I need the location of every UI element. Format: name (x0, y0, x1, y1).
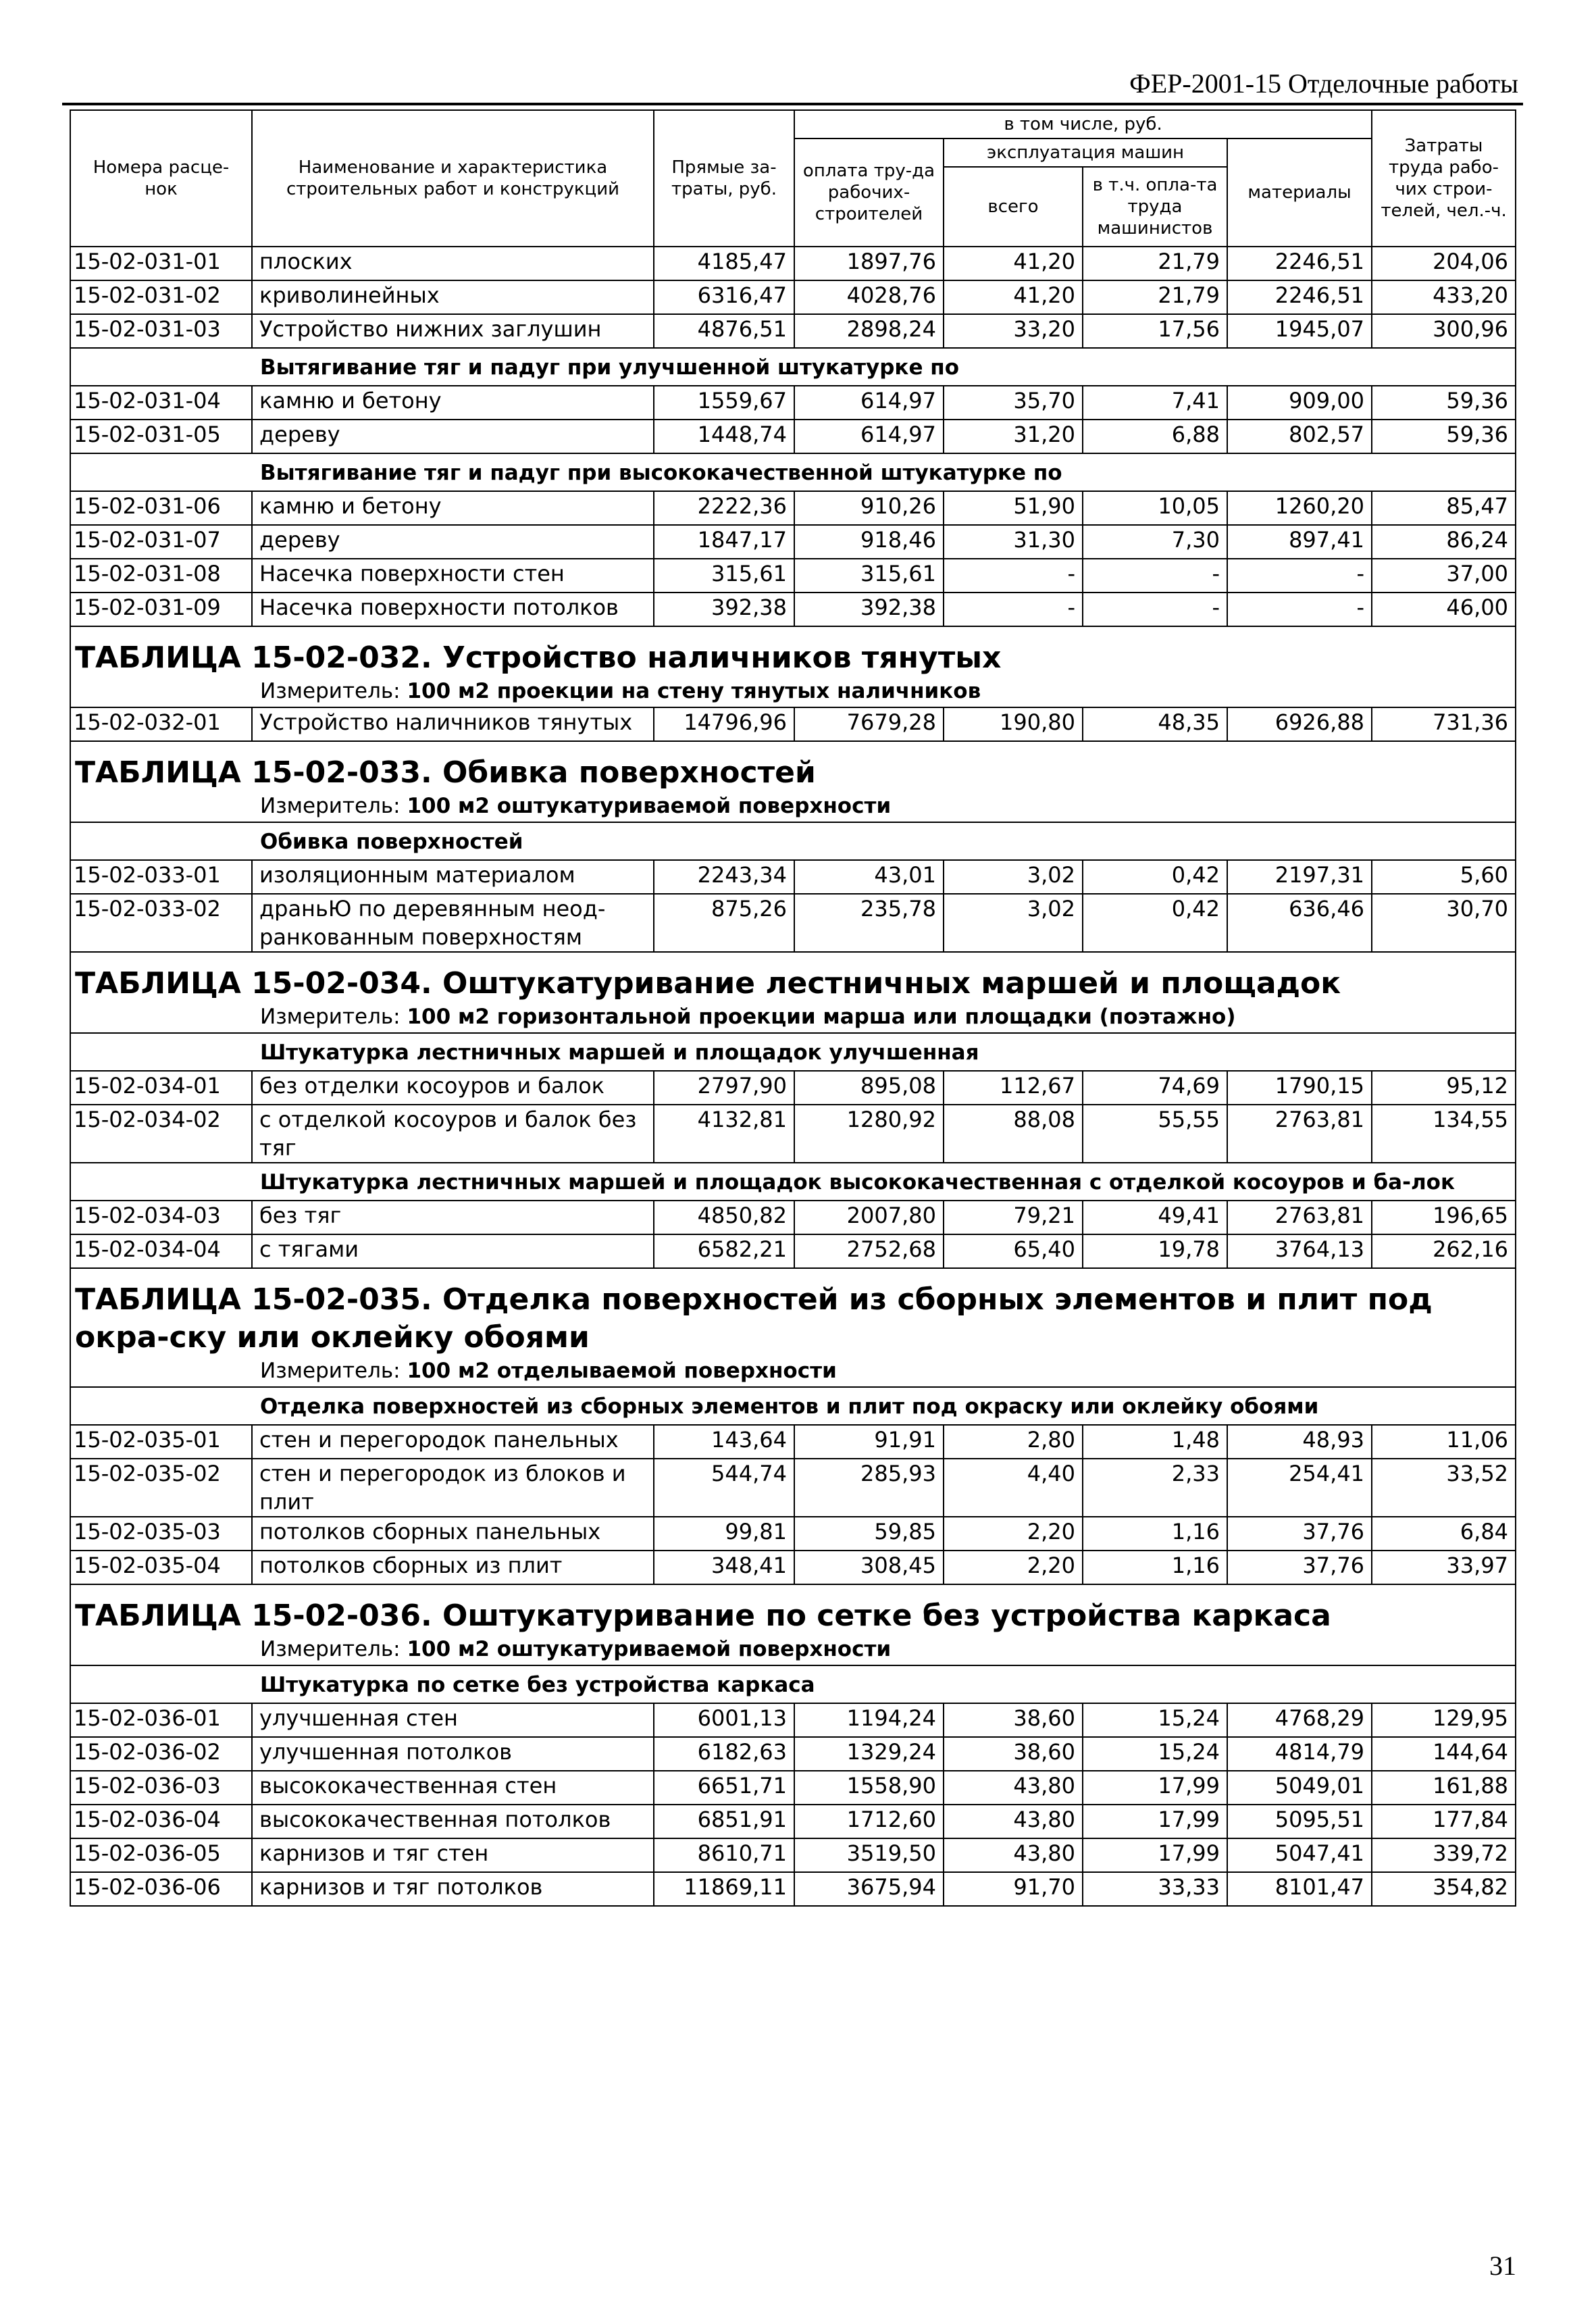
direct-cost: 2797,90 (654, 1071, 794, 1105)
machine-total: 41,20 (944, 280, 1083, 314)
table-row (70, 1872, 1516, 1906)
materials-cost: 6926,88 (1227, 707, 1372, 741)
work-name: Устройство нижних заглушин (252, 314, 654, 348)
materials-cost: 5095,51 (1227, 1805, 1372, 1838)
materials-cost: 1790,15 (1227, 1071, 1372, 1105)
measure-label: Измеритель: (260, 1359, 401, 1383)
measure-unit (70, 1357, 1516, 1387)
subsection-heading: Штукатурка по сетке без устройства каркаса (70, 1665, 1516, 1703)
worker-wages: 235,78 (794, 894, 944, 952)
worker-wages: 91,91 (794, 1425, 944, 1459)
table-row (70, 1071, 1516, 1105)
table-row (70, 1425, 1516, 1459)
work-name: высококачественная стен (252, 1771, 654, 1805)
labor-hours: 354,82 (1372, 1872, 1516, 1906)
direct-cost: 4185,47 (654, 247, 794, 280)
subsection-row (70, 1665, 1516, 1703)
worker-wages: 614,97 (794, 420, 944, 453)
measure-row (70, 792, 1516, 822)
worker-wages: 4028,76 (794, 280, 944, 314)
direct-cost: 6182,63 (654, 1737, 794, 1771)
machine-total: 33,20 (944, 314, 1083, 348)
machinist-wages: 48,35 (1083, 707, 1227, 741)
header-rule (62, 103, 1523, 105)
rate-code: 15-02-031-01 (70, 247, 252, 280)
direct-cost: 11869,11 (654, 1872, 794, 1906)
table-title-row (70, 741, 1516, 792)
rate-code: 15-02-036-03 (70, 1771, 252, 1805)
measure-value: 100 м2 оштукатуриваемой поверхности (407, 1637, 892, 1661)
col-header-direct: Прямые за-траты, руб. (654, 110, 794, 247)
table-row (70, 894, 1516, 952)
materials-cost: 5049,01 (1227, 1771, 1372, 1805)
machinist-wages: 74,69 (1083, 1071, 1227, 1105)
materials-cost: 2197,31 (1227, 860, 1372, 894)
measure-row (70, 1357, 1516, 1387)
table-row (70, 247, 1516, 280)
work-name: криволинейных (252, 280, 654, 314)
table-title: ТАБЛИЦА 15-02-035. Отделка поверхностей из сборных элементов и плит под окра-ску или оклейку обоями (70, 1268, 1516, 1357)
table-body (70, 247, 1516, 1906)
machinist-wages: 2,33 (1083, 1459, 1227, 1517)
rate-code: 15-02-034-02 (70, 1105, 252, 1163)
rate-code: 15-02-031-09 (70, 593, 252, 626)
direct-cost: 14796,96 (654, 707, 794, 741)
worker-wages: 1280,92 (794, 1105, 944, 1163)
measure-value: 100 м2 оштукатуриваемой поверхности (407, 794, 892, 818)
work-name: высококачественная потолков (252, 1805, 654, 1838)
measure-unit (70, 792, 1516, 822)
direct-cost: 315,61 (654, 559, 794, 593)
machine-total: 2,80 (944, 1425, 1083, 1459)
labor-hours: 339,72 (1372, 1838, 1516, 1872)
rate-code: 15-02-031-05 (70, 420, 252, 453)
materials-cost: 37,76 (1227, 1517, 1372, 1551)
work-name: улучшенная стен (252, 1703, 654, 1737)
materials-cost: 37,76 (1227, 1551, 1372, 1584)
subsection-heading: Отделка поверхностей из сборных элементов и плит под окраску или оклейку обоями (70, 1387, 1516, 1425)
measure-label: Измеритель: (260, 794, 401, 818)
machine-total: 4,40 (944, 1459, 1083, 1517)
rate-code: 15-02-031-03 (70, 314, 252, 348)
table-row (70, 1234, 1516, 1268)
labor-hours: 161,88 (1372, 1771, 1516, 1805)
running-head: ФЕР-2001-15 Отделочные работы (1129, 68, 1518, 99)
measure-label: Измеритель: (260, 1005, 401, 1029)
labor-hours: 433,20 (1372, 280, 1516, 314)
table-title-row (70, 1584, 1516, 1635)
table-row (70, 1201, 1516, 1234)
machinist-wages: 15,24 (1083, 1703, 1227, 1737)
worker-wages: 895,08 (794, 1071, 944, 1105)
machinist-wages: 1,48 (1083, 1425, 1227, 1459)
worker-wages: 3675,94 (794, 1872, 944, 1906)
work-name: карнизов и тяг потолков (252, 1872, 654, 1906)
subsection-heading: Обивка поверхностей (70, 822, 1516, 860)
table-title-row (70, 952, 1516, 1003)
direct-cost: 392,38 (654, 593, 794, 626)
machinist-wages: 0,42 (1083, 860, 1227, 894)
table-row (70, 559, 1516, 593)
materials-cost: 2763,81 (1227, 1105, 1372, 1163)
machine-total: 3,02 (944, 894, 1083, 952)
measure-value: 100 м2 горизонтальной проекции марша или площадки (поэтажно) (407, 1005, 1236, 1029)
direct-cost: 1847,17 (654, 525, 794, 559)
machinist-wages: 7,41 (1083, 386, 1227, 420)
machinist-wages: - (1083, 593, 1227, 626)
machine-total: 88,08 (944, 1105, 1083, 1163)
table-title-row (70, 1268, 1516, 1357)
machinist-wages: - (1083, 559, 1227, 593)
labor-hours: 134,55 (1372, 1105, 1516, 1163)
direct-cost: 875,26 (654, 894, 794, 952)
machinist-wages: 33,33 (1083, 1872, 1227, 1906)
machine-total: 31,30 (944, 525, 1083, 559)
measure-row (70, 1003, 1516, 1033)
measure-unit (70, 677, 1516, 707)
labor-hours: 196,65 (1372, 1201, 1516, 1234)
labor-hours: 86,24 (1372, 525, 1516, 559)
labor-hours: 262,16 (1372, 1234, 1516, 1268)
machinist-wages: 6,88 (1083, 420, 1227, 453)
machinist-wages: 17,99 (1083, 1805, 1227, 1838)
rate-code: 15-02-035-03 (70, 1517, 252, 1551)
direct-cost: 8610,71 (654, 1838, 794, 1872)
machine-total: 41,20 (944, 247, 1083, 280)
col-header-code: Номера расце-нок (70, 110, 252, 247)
worker-wages: 3519,50 (794, 1838, 944, 1872)
subsection-row (70, 822, 1516, 860)
work-name: камню и бетону (252, 386, 654, 420)
col-header-labor: Затраты труда рабо-чих строи-телей, чел.-ч. (1372, 110, 1516, 247)
rate-code: 15-02-036-06 (70, 1872, 252, 1906)
materials-cost: 802,57 (1227, 420, 1372, 453)
rate-code: 15-02-034-01 (70, 1071, 252, 1105)
machinist-wages: 15,24 (1083, 1737, 1227, 1771)
table-row (70, 525, 1516, 559)
work-name: Устройство наличников тянутых (252, 707, 654, 741)
rate-code: 15-02-035-04 (70, 1551, 252, 1584)
table-row (70, 1459, 1516, 1517)
worker-wages: 308,45 (794, 1551, 944, 1584)
machine-total: 112,67 (944, 1071, 1083, 1105)
subsection-row (70, 348, 1516, 386)
machinist-wages: 1,16 (1083, 1551, 1227, 1584)
direct-cost: 6851,91 (654, 1805, 794, 1838)
table-row (70, 1838, 1516, 1872)
direct-cost: 1448,74 (654, 420, 794, 453)
table-row (70, 860, 1516, 894)
worker-wages: 1329,24 (794, 1737, 944, 1771)
work-name: без тяг (252, 1201, 654, 1234)
work-name: дереву (252, 420, 654, 453)
worker-wages: 910,26 (794, 491, 944, 525)
subsection-heading: Вытягивание тяг и падуг при высококачественной штукатурке по (70, 453, 1516, 491)
machine-total: 38,60 (944, 1737, 1083, 1771)
work-name: потолков сборных панельных (252, 1517, 654, 1551)
subsection-row (70, 1387, 1516, 1425)
rate-code: 15-02-035-01 (70, 1425, 252, 1459)
labor-hours: 204,06 (1372, 247, 1516, 280)
materials-cost: 2763,81 (1227, 1201, 1372, 1234)
work-name: плоских (252, 247, 654, 280)
machinist-wages: 0,42 (1083, 894, 1227, 952)
table-row (70, 280, 1516, 314)
materials-cost: 897,41 (1227, 525, 1372, 559)
machine-total: 43,80 (944, 1771, 1083, 1805)
col-header-materials: материалы (1227, 139, 1372, 247)
col-header-wages: оплата тру-да рабочих-строителей (794, 139, 944, 247)
worker-wages: 1897,76 (794, 247, 944, 280)
direct-cost: 6651,71 (654, 1771, 794, 1805)
machinist-wages: 21,79 (1083, 247, 1227, 280)
rate-code: 15-02-036-05 (70, 1838, 252, 1872)
table-row (70, 1703, 1516, 1737)
materials-cost: 8101,47 (1227, 1872, 1372, 1906)
measure-unit (70, 1003, 1516, 1033)
machine-total: 31,20 (944, 420, 1083, 453)
measure-value: 100 м2 проекции на стену тянутых наличников (407, 679, 981, 703)
worker-wages: 2898,24 (794, 314, 944, 348)
subsection-heading: Штукатурка лестничных маршей и площадок высококачественная с отделкой косоуров и ба-лок (70, 1163, 1516, 1201)
machine-total: 51,90 (944, 491, 1083, 525)
labor-hours: 6,84 (1372, 1517, 1516, 1551)
direct-cost: 143,64 (654, 1425, 794, 1459)
labor-hours: 59,36 (1372, 420, 1516, 453)
table-row (70, 420, 1516, 453)
machine-total: - (944, 559, 1083, 593)
direct-cost: 1559,67 (654, 386, 794, 420)
machinist-wages: 19,78 (1083, 1234, 1227, 1268)
table-title-row (70, 626, 1516, 677)
table-row (70, 707, 1516, 741)
rate-code: 15-02-031-04 (70, 386, 252, 420)
materials-cost: 2246,51 (1227, 280, 1372, 314)
worker-wages: 59,85 (794, 1517, 944, 1551)
subsection-row (70, 1163, 1516, 1201)
materials-cost: 48,93 (1227, 1425, 1372, 1459)
labor-hours: 59,36 (1372, 386, 1516, 420)
work-name: драньЮ по деревянным неод-ранкованным поверхностям (252, 894, 654, 952)
machinist-wages: 1,16 (1083, 1517, 1227, 1551)
measure-label: Измеритель: (260, 1637, 401, 1661)
measure-row (70, 1635, 1516, 1665)
table-row (70, 314, 1516, 348)
labor-hours: 37,00 (1372, 559, 1516, 593)
subsection-row (70, 1033, 1516, 1071)
table-row (70, 1105, 1516, 1163)
subsection-heading: Вытягивание тяг и падуг при улучшенной штукатурке по (70, 348, 1516, 386)
direct-cost: 6001,13 (654, 1703, 794, 1737)
materials-cost: 254,41 (1227, 1459, 1372, 1517)
machine-total: 35,70 (944, 386, 1083, 420)
measure-value: 100 м2 отделываемой поверхности (407, 1359, 837, 1383)
subsection-row (70, 453, 1516, 491)
rate-code: 15-02-031-06 (70, 491, 252, 525)
machine-total: - (944, 593, 1083, 626)
page-number: 31 (1489, 2250, 1516, 2281)
labor-hours: 731,36 (1372, 707, 1516, 741)
machinist-wages: 7,30 (1083, 525, 1227, 559)
table-row (70, 386, 1516, 420)
machinist-wages: 17,56 (1083, 314, 1227, 348)
machine-total: 190,80 (944, 707, 1083, 741)
work-name: с тягами (252, 1234, 654, 1268)
table-row (70, 1551, 1516, 1584)
col-header-machines: эксплуатация машин (944, 139, 1227, 167)
direct-cost: 99,81 (654, 1517, 794, 1551)
worker-wages: 918,46 (794, 525, 944, 559)
rate-code: 15-02-036-02 (70, 1737, 252, 1771)
worker-wages: 614,97 (794, 386, 944, 420)
machine-total: 91,70 (944, 1872, 1083, 1906)
work-name: изоляционным материалом (252, 860, 654, 894)
work-name: дереву (252, 525, 654, 559)
worker-wages: 285,93 (794, 1459, 944, 1517)
materials-cost: - (1227, 593, 1372, 626)
work-name: Насечка поверхности потолков (252, 593, 654, 626)
materials-cost: 3764,13 (1227, 1234, 1372, 1268)
labor-hours: 129,95 (1372, 1703, 1516, 1737)
worker-wages: 1558,90 (794, 1771, 944, 1805)
direct-cost: 4850,82 (654, 1201, 794, 1234)
work-name: Насечка поверхности стен (252, 559, 654, 593)
labor-hours: 177,84 (1372, 1805, 1516, 1838)
measure-label: Измеритель: (260, 679, 401, 703)
machinist-wages: 17,99 (1083, 1838, 1227, 1872)
direct-cost: 2243,34 (654, 860, 794, 894)
machine-total: 2,20 (944, 1551, 1083, 1584)
labor-hours: 11,06 (1372, 1425, 1516, 1459)
labor-hours: 33,52 (1372, 1459, 1516, 1517)
table-row (70, 593, 1516, 626)
rate-code: 15-02-034-04 (70, 1234, 252, 1268)
work-name: без отделки косоуров и балок (252, 1071, 654, 1105)
machine-total: 43,80 (944, 1805, 1083, 1838)
direct-cost: 4132,81 (654, 1105, 794, 1163)
machinist-wages: 21,79 (1083, 280, 1227, 314)
work-name: улучшенная потолков (252, 1737, 654, 1771)
materials-cost: - (1227, 559, 1372, 593)
materials-cost: 2246,51 (1227, 247, 1372, 280)
work-name: стен и перегородок панельных (252, 1425, 654, 1459)
labor-hours: 144,64 (1372, 1737, 1516, 1771)
table-row (70, 1737, 1516, 1771)
table-title: ТАБЛИЦА 15-02-033. Обивка поверхностей (70, 741, 1516, 792)
measure-unit (70, 1635, 1516, 1665)
col-header-incl: в том числе, руб. (794, 110, 1372, 139)
labor-hours: 85,47 (1372, 491, 1516, 525)
machine-total: 2,20 (944, 1517, 1083, 1551)
price-table (70, 109, 1516, 1907)
work-name: стен и перегородок из блоков и плит (252, 1459, 654, 1517)
rate-code: 15-02-033-02 (70, 894, 252, 952)
worker-wages: 2007,80 (794, 1201, 944, 1234)
direct-cost: 544,74 (654, 1459, 794, 1517)
direct-cost: 4876,51 (654, 314, 794, 348)
machinist-wages: 10,05 (1083, 491, 1227, 525)
rate-code: 15-02-031-02 (70, 280, 252, 314)
labor-hours: 46,00 (1372, 593, 1516, 626)
table-title: ТАБЛИЦА 15-02-032. Устройство наличников тянутых (70, 626, 1516, 677)
rate-code: 15-02-032-01 (70, 707, 252, 741)
table-row (70, 1517, 1516, 1551)
worker-wages: 1712,60 (794, 1805, 944, 1838)
rate-code: 15-02-034-03 (70, 1201, 252, 1234)
labor-hours: 5,60 (1372, 860, 1516, 894)
machine-total: 3,02 (944, 860, 1083, 894)
measure-row (70, 677, 1516, 707)
work-name: потолков сборных из плит (252, 1551, 654, 1584)
materials-cost: 909,00 (1227, 386, 1372, 420)
direct-cost: 2222,36 (654, 491, 794, 525)
subsection-heading: Штукатурка лестничных маршей и площадок улучшенная (70, 1033, 1516, 1071)
worker-wages: 7679,28 (794, 707, 944, 741)
worker-wages: 1194,24 (794, 1703, 944, 1737)
table-row (70, 1805, 1516, 1838)
col-header-mach-wages: в т.ч. опла-та труда машинистов (1083, 167, 1227, 247)
materials-cost: 1945,07 (1227, 314, 1372, 348)
col-header-name: Наименование и характеристика строительных работ и конструкций (252, 110, 654, 247)
col-header-mach-total: всего (944, 167, 1083, 247)
direct-cost: 6582,21 (654, 1234, 794, 1268)
rate-code: 15-02-036-01 (70, 1703, 252, 1737)
table-row (70, 491, 1516, 525)
table-title: ТАБЛИЦА 15-02-034. Оштукатуривание лестничных маршей и площадок (70, 952, 1516, 1003)
rate-code: 15-02-036-04 (70, 1805, 252, 1838)
materials-cost: 1260,20 (1227, 491, 1372, 525)
direct-cost: 348,41 (654, 1551, 794, 1584)
materials-cost: 636,46 (1227, 894, 1372, 952)
worker-wages: 315,61 (794, 559, 944, 593)
work-name: с отделкой косоуров и балок без тяг (252, 1105, 654, 1163)
rate-code: 15-02-031-07 (70, 525, 252, 559)
materials-cost: 4814,79 (1227, 1737, 1372, 1771)
labor-hours: 95,12 (1372, 1071, 1516, 1105)
table-row (70, 1771, 1516, 1805)
machine-total: 65,40 (944, 1234, 1083, 1268)
table-title: ТАБЛИЦА 15-02-036. Оштукатуривание по сетке без устройства каркаса (70, 1584, 1516, 1635)
rate-code: 15-02-033-01 (70, 860, 252, 894)
machinist-wages: 55,55 (1083, 1105, 1227, 1163)
machine-total: 38,60 (944, 1703, 1083, 1737)
rate-code: 15-02-035-02 (70, 1459, 252, 1517)
work-name: камню и бетону (252, 491, 654, 525)
labor-hours: 30,70 (1372, 894, 1516, 952)
direct-cost: 6316,47 (654, 280, 794, 314)
work-name: карнизов и тяг стен (252, 1838, 654, 1872)
worker-wages: 43,01 (794, 860, 944, 894)
worker-wages: 2752,68 (794, 1234, 944, 1268)
machine-total: 79,21 (944, 1201, 1083, 1234)
machine-total: 43,80 (944, 1838, 1083, 1872)
machinist-wages: 49,41 (1083, 1201, 1227, 1234)
materials-cost: 5047,41 (1227, 1838, 1372, 1872)
machinist-wages: 17,99 (1083, 1771, 1227, 1805)
labor-hours: 300,96 (1372, 314, 1516, 348)
rate-code: 15-02-031-08 (70, 559, 252, 593)
worker-wages: 392,38 (794, 593, 944, 626)
labor-hours: 33,97 (1372, 1551, 1516, 1584)
materials-cost: 4768,29 (1227, 1703, 1372, 1737)
